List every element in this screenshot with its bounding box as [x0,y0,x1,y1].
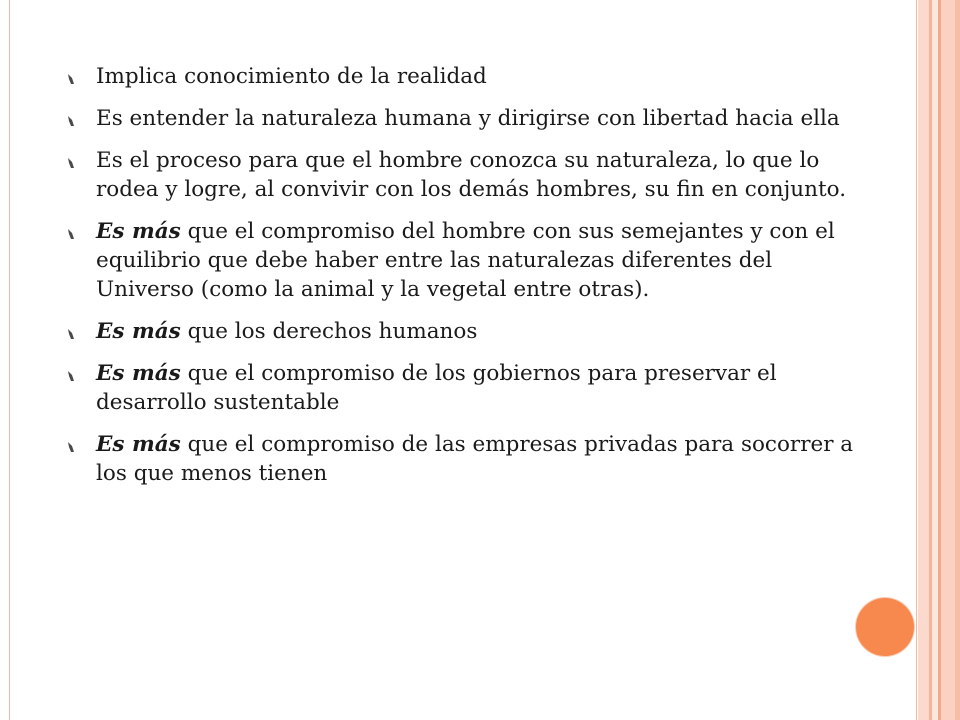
bullet-item [64,146,854,204]
decorative-stripe [955,0,960,720]
bullet-icon [66,441,78,453]
bullet-item [64,104,854,133]
bullet-list [64,62,854,501]
bullet-icon [66,73,78,85]
decorative-circle [856,598,914,656]
bullet-text: que el compromiso de las empresas privadas para socorrer a los que menos tienen [96,432,854,486]
bullet-icon [66,115,78,127]
bullet-icon [66,370,78,382]
bullet-item [64,430,854,488]
bullet-item [64,217,854,304]
decorative-stripe [918,0,929,720]
bullet-text: que el compromiso del hombre con sus semejantes y con el equilibrio que debe haber entre las naturalezas diferentes del Universo (como la animal y la vegetal entre otras). [96,219,835,302]
bullet-text: Implica conocimiento de la realidad [96,64,487,89]
bullet-item [64,359,854,417]
bullet-icon [66,228,78,240]
bullet-text: que los derechos humanos [180,319,478,344]
bullet-item [64,62,854,91]
decorative-stripe [941,0,955,720]
bullet-item [64,317,854,346]
bullet-text: que el compromiso de los gobiernos para preservar el desarrollo sustentable [96,361,777,415]
bullet-icon [66,328,78,340]
bullet-emphasis: Es más [96,361,181,386]
bullet-emphasis: Es más [96,219,181,244]
bullet-text: Es entender la naturaleza humana y dirigirse con libertad hacia ella [96,106,840,131]
bullet-emphasis: Es más [96,432,181,457]
bullet-text: Es el proceso para que el hombre conozca su naturaleza, lo que lo rodea y logre, al convivir con los demás hombres, su fin en conjunto. [96,148,847,202]
bullet-emphasis: Es más [96,319,181,344]
bullet-icon [66,157,78,169]
